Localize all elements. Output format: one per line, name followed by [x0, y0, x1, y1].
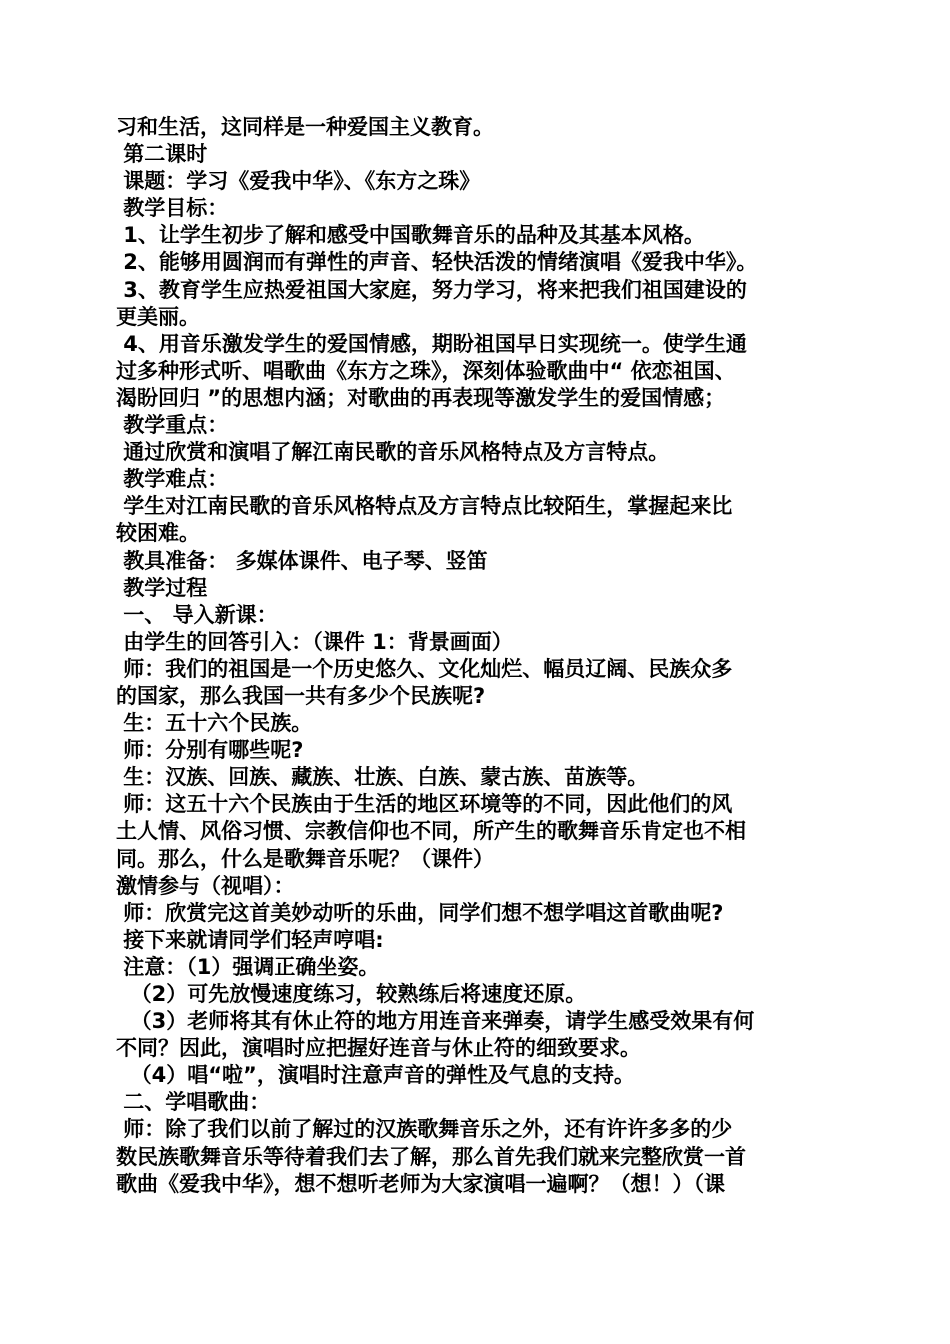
text-line: 同。那么，什么是歌舞音乐呢？（课件） — [116, 846, 494, 871]
text-line: 通过欣赏和演唱了解江南民歌的音乐风格特点及方言特点。 — [116, 440, 670, 465]
text-line: 教学目标： — [116, 196, 229, 221]
text-line: 1、让学生初步了解和感受中国歌舞音乐的品种及其基本风格。 — [116, 223, 705, 248]
text-line: 一、 导入新课： — [116, 602, 278, 627]
document-body — [116, 114, 840, 1198]
text-line: 习和生活，这同样是一种爱国主义教育。 — [116, 115, 494, 139]
text-line: 由学生的回答引入：（课件 1：背景画面） — [116, 629, 513, 654]
text-line: 教学难点： — [116, 467, 229, 492]
text-line: 教学重点： — [116, 413, 229, 438]
text-line: 较困难。 — [116, 521, 200, 546]
text-line: 教学过程 — [116, 575, 208, 600]
text-line: 的国家，那么我国一共有多少个民族呢? — [116, 683, 486, 708]
text-line: 不同？因此，演唱时应把握好连音与休止符的细致要求。 — [116, 1036, 641, 1061]
text-line: 学生对江南民歌的音乐风格特点及方言特点比较陌生，掌握起来比 — [116, 494, 733, 519]
text-line: 师：欣赏完这首美妙动听的乐曲，同学们想不想学唱这首歌曲呢? — [116, 900, 724, 925]
text-line: （2）可先放慢速度练习，较熟练后将速度还原。 — [116, 982, 587, 1006]
text-line: 第二课时 — [116, 142, 208, 167]
text-line: 数民族歌舞音乐等待着我们去了解，那么首先我们就来完整欣赏一首 — [116, 1144, 746, 1169]
text-line: 过多种形式听、唱歌曲《东方之珠》，深刻体验歌曲中“ 依恋祖国、 — [116, 358, 736, 383]
text-line: 课题：学习《爱我中华》、《东方之珠》 — [116, 169, 481, 194]
text-line: 师：分别有哪些呢? — [116, 738, 304, 763]
text-line: 注意：（1）强调正确坐姿。 — [116, 954, 380, 979]
text-line: 师：除了我们以前了解过的汉族歌舞音乐之外，还有许许多多的少 — [116, 1117, 733, 1142]
text-line: （4）唱“啦”，演唱时注意声音的弹性及气息的支持。 — [116, 1063, 635, 1088]
text-line: 二、学唱歌曲： — [116, 1090, 271, 1115]
text-line: 2、能够用圆润而有弹性的声音、轻快活泼的情绪演唱《爱我中华》。 — [116, 250, 758, 275]
text-line: （3）老师将其有休止符的地方用连音来弹奏，请学生感受效果有何 — [116, 1009, 755, 1034]
text-line: 渴盼回归 ”的思想内涵；对歌曲的再表现等激发学生的爱国情感； — [116, 385, 726, 410]
text-line: 歌曲《爱我中华》，想不想听老师为大家演唱一遍啊？（想！）（课 — [116, 1171, 725, 1196]
text-line: 激情参与（视唱）： — [116, 873, 295, 898]
text-line: 生：五十六个民族。 — [116, 711, 313, 736]
text-line: 更美丽。 — [116, 304, 200, 329]
text-line: 教具准备： 多媒体课件、电子琴、竖笛 — [116, 548, 488, 573]
text-line: 生：汉族、回族、藏族、壮族、白族、蒙古族、苗族等。 — [116, 765, 649, 790]
text-line: 接下来就请同学们轻声哼唱: — [116, 927, 384, 952]
text-line: 4、用音乐激发学生的爱国情感，期盼祖国早日实现统一。使学生通 — [116, 331, 747, 356]
text-line: 师：我们的祖国是一个历史悠久、文化灿烂、幅员辽阔、民族众多 — [116, 656, 733, 681]
text-line: 3、教育学生应热爱祖国大家庭，努力学习，将来把我们祖国建设的 — [116, 277, 747, 302]
text-line: 师：这五十六个民族由于生活的地区环境等的不同，因此他们的风 — [116, 792, 733, 817]
text-line: 土人情、风俗习惯、宗教信仰也不同，所产生的歌舞音乐肯定也不相 — [116, 819, 746, 844]
